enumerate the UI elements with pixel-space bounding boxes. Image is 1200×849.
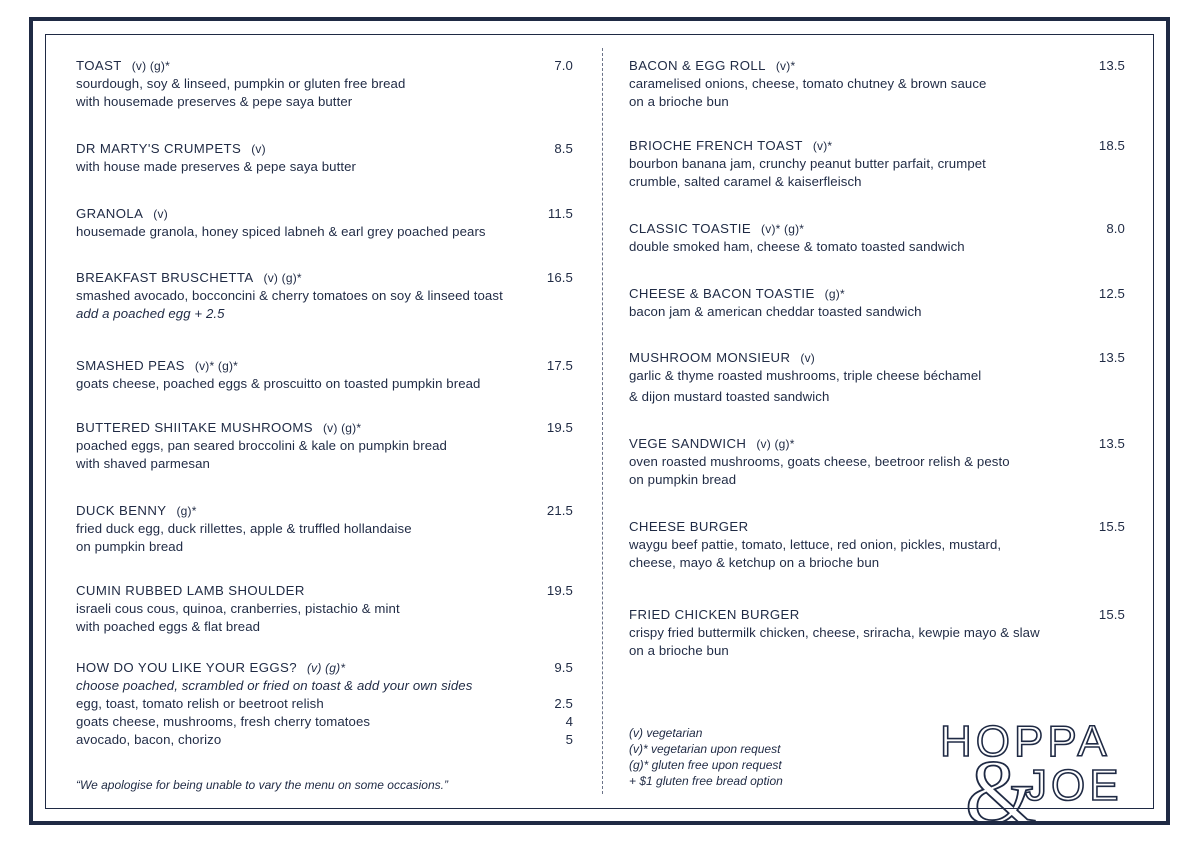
eggs-side-option: [76, 695, 573, 713]
item-name: CHEESE BURGER: [629, 519, 749, 534]
item-name: HOW DO YOU LIKE YOUR EGGS?: [76, 660, 297, 675]
item-price: 8.5: [554, 141, 573, 156]
item-price: 15.5: [1098, 519, 1125, 534]
eggs-side-option: [76, 713, 573, 731]
item-description: sourdough, soy & linseed, pumpkin or gluten free bread: [76, 76, 406, 91]
menu-variation-note: “We apologise for being unable to vary the menu on some occasions.”: [76, 778, 448, 792]
hoppa-joe-logo: [935, 708, 1135, 838]
item-description: oven roasted mushrooms, goats cheese, beetroor relish & pesto: [629, 454, 1010, 469]
item-name: DR MARTY'S CRUMPETS: [76, 141, 242, 156]
item-tags: (v)* (g)*: [761, 222, 805, 236]
logo-ampersand: &: [965, 741, 1037, 838]
side-label: avocado, bacon, chorizo: [76, 732, 222, 747]
item-description: on a brioche bun: [629, 643, 729, 658]
item-tags: (v)*: [775, 59, 796, 73]
side-price: 5: [565, 732, 573, 747]
item-description: bacon jam & american cheddar toasted sandwich: [629, 304, 922, 319]
item-description: double smoked ham, cheese & tomato toasted sandwich: [629, 239, 965, 254]
menu-item-toast: [76, 57, 573, 111]
menu-item-classic-toastie: [629, 220, 1125, 256]
item-tags: (v) (g)*: [263, 271, 302, 285]
item-name: BREAKFAST BRUSCHETTA: [76, 270, 254, 285]
item-tags: (v) (g)*: [131, 59, 170, 73]
item-tags: (g)*: [824, 287, 845, 301]
item-name: VEGE SANDWICH: [629, 436, 747, 451]
item-description: smashed avocado, bocconcini & cherry tomatoes on soy & linseed toast: [76, 288, 503, 303]
item-price: 21.5: [546, 503, 573, 518]
legend-vegetarian-request: (v)* vegetarian upon request: [629, 742, 781, 756]
menu-item-french-toast: [629, 137, 1125, 191]
eggs-side-option: [76, 731, 573, 749]
column-divider: [602, 48, 603, 794]
item-price: 19.5: [546, 583, 573, 598]
item-description: with shaved parmesan: [76, 456, 210, 471]
side-label: egg, toast, tomato relish or beetroot relish: [76, 696, 324, 711]
item-description: goats cheese, poached eggs & proscuitto on toasted pumpkin bread: [76, 376, 481, 391]
legend-gluten-free-request: (g)* gluten free upon request: [629, 758, 782, 772]
item-description: housemade granola, honey spiced labneh & earl grey poached pears: [76, 224, 486, 239]
item-name: SMASHED PEAS: [76, 358, 185, 373]
item-description: cheese, mayo & ketchup on a brioche bun: [629, 555, 880, 570]
menu-item-fried-chicken-burger: [629, 606, 1125, 660]
item-price: 12.5: [1098, 286, 1125, 301]
menu-item-cheese-bacon-toastie: [629, 285, 1125, 321]
item-price: 19.5: [546, 420, 573, 435]
item-description: poached eggs, pan seared broccolini & kale on pumpkin bread: [76, 438, 447, 453]
item-description: crumble, salted caramel & kaiserfleisch: [629, 174, 862, 189]
item-tags: (v) (g)*: [322, 421, 362, 435]
item-description: with house made preserves & pepe saya butter: [76, 159, 357, 174]
item-name: GRANOLA: [76, 206, 144, 221]
item-tags: (v)* (g)*: [194, 359, 239, 373]
item-name: CUMIN RUBBED LAMB SHOULDER: [76, 583, 305, 598]
menu-item-shiitake: [76, 419, 573, 473]
item-price: 9.5: [554, 660, 573, 675]
menu-item-eggs: [76, 659, 573, 749]
item-name: CLASSIC TOASTIE: [629, 221, 752, 236]
logo-line2: JOE: [1025, 761, 1123, 810]
menu-item-smashed-peas: [76, 357, 573, 393]
item-tags: (v)*: [812, 139, 833, 153]
item-price: 13.5: [1098, 436, 1125, 451]
item-description: caramelised onions, cheese, tomato chutney & brown sauce: [629, 76, 987, 91]
item-price: 7.0: [554, 58, 573, 73]
item-name: BACON & EGG ROLL: [629, 58, 766, 73]
item-name: DUCK BENNY: [76, 503, 167, 518]
menu-item-lamb-shoulder: [76, 582, 573, 636]
item-description: israeli cous cous, quinoa, cranberries, pistachio & mint: [76, 601, 400, 616]
menu-item-bacon-egg-roll: [629, 57, 1125, 111]
item-price: 18.5: [1098, 138, 1125, 153]
item-price: 8.0: [1106, 221, 1125, 236]
item-price: 17.5: [546, 358, 573, 373]
item-tags: (v) (g)*: [306, 661, 346, 675]
item-addon: add a poached egg + 2.5: [76, 306, 225, 321]
item-description: on a brioche bun: [629, 94, 729, 109]
legend-vegetarian: (v) vegetarian: [629, 726, 703, 740]
item-tags: (v): [251, 142, 266, 156]
item-tags: (v): [800, 351, 815, 365]
item-price: 11.5: [547, 206, 573, 221]
item-description: with housemade preserves & pepe saya butter: [76, 94, 353, 109]
item-name: TOAST: [76, 58, 122, 73]
menu-item-duck-benny: [76, 502, 573, 556]
menu-item-crumpets: [76, 140, 573, 176]
item-description: on pumpkin bread: [629, 472, 737, 487]
item-description: & dijon mustard toasted sandwich: [629, 389, 830, 404]
item-name: CHEESE & BACON TOASTIE: [629, 286, 815, 301]
menu-item-cheese-burger: [629, 518, 1125, 572]
item-price: 13.5: [1098, 58, 1125, 73]
item-name: BUTTERED SHIITAKE MUSHROOMS: [76, 420, 313, 435]
item-description: with poached eggs & flat bread: [76, 619, 261, 634]
item-price: 15.5: [1098, 607, 1125, 622]
item-description: fried duck egg, duck rillettes, apple & truffled hollandaise: [76, 521, 412, 536]
legend-gluten-free-bread: + $1 gluten free bread option: [629, 774, 783, 788]
item-description: crispy fried buttermilk chicken, cheese, sriracha, kewpie mayo & slaw: [629, 625, 1040, 640]
item-description: bourbon banana jam, crunchy peanut butter parfait, crumpet: [629, 156, 986, 171]
item-name: BRIOCHE FRENCH TOAST: [629, 138, 803, 153]
item-description: waygu beef pattie, tomato, lettuce, red onion, pickles, mustard,: [629, 537, 1002, 552]
side-price: 4: [565, 714, 573, 729]
logo-line1: HOPPA: [940, 717, 1111, 766]
menu-item-bruschetta: [76, 269, 573, 323]
menu-item-vege-sandwich: [629, 435, 1125, 489]
item-name: MUSHROOM MONSIEUR: [629, 350, 791, 365]
dietary-legend: [629, 725, 783, 789]
menu-item-granola: [76, 205, 573, 241]
item-price: 16.5: [546, 270, 573, 285]
item-tags: (g)*: [176, 504, 197, 518]
item-price: 13.5: [1098, 350, 1125, 365]
item-description: garlic & thyme roasted mushrooms, triple cheese béchamel: [629, 368, 982, 383]
item-tags: (v): [153, 207, 168, 221]
item-description: on pumpkin bread: [76, 539, 184, 554]
menu-item-mushroom-monsieur: [629, 349, 1125, 406]
item-tags: (v) (g)*: [756, 437, 795, 451]
eggs-instruction: choose poached, scrambled or fried on toast & add your own sides: [76, 678, 473, 693]
item-name: FRIED CHICKEN BURGER: [629, 607, 800, 622]
side-label: goats cheese, mushrooms, fresh cherry tomatoes: [76, 714, 371, 729]
side-price: 2.5: [554, 696, 573, 711]
